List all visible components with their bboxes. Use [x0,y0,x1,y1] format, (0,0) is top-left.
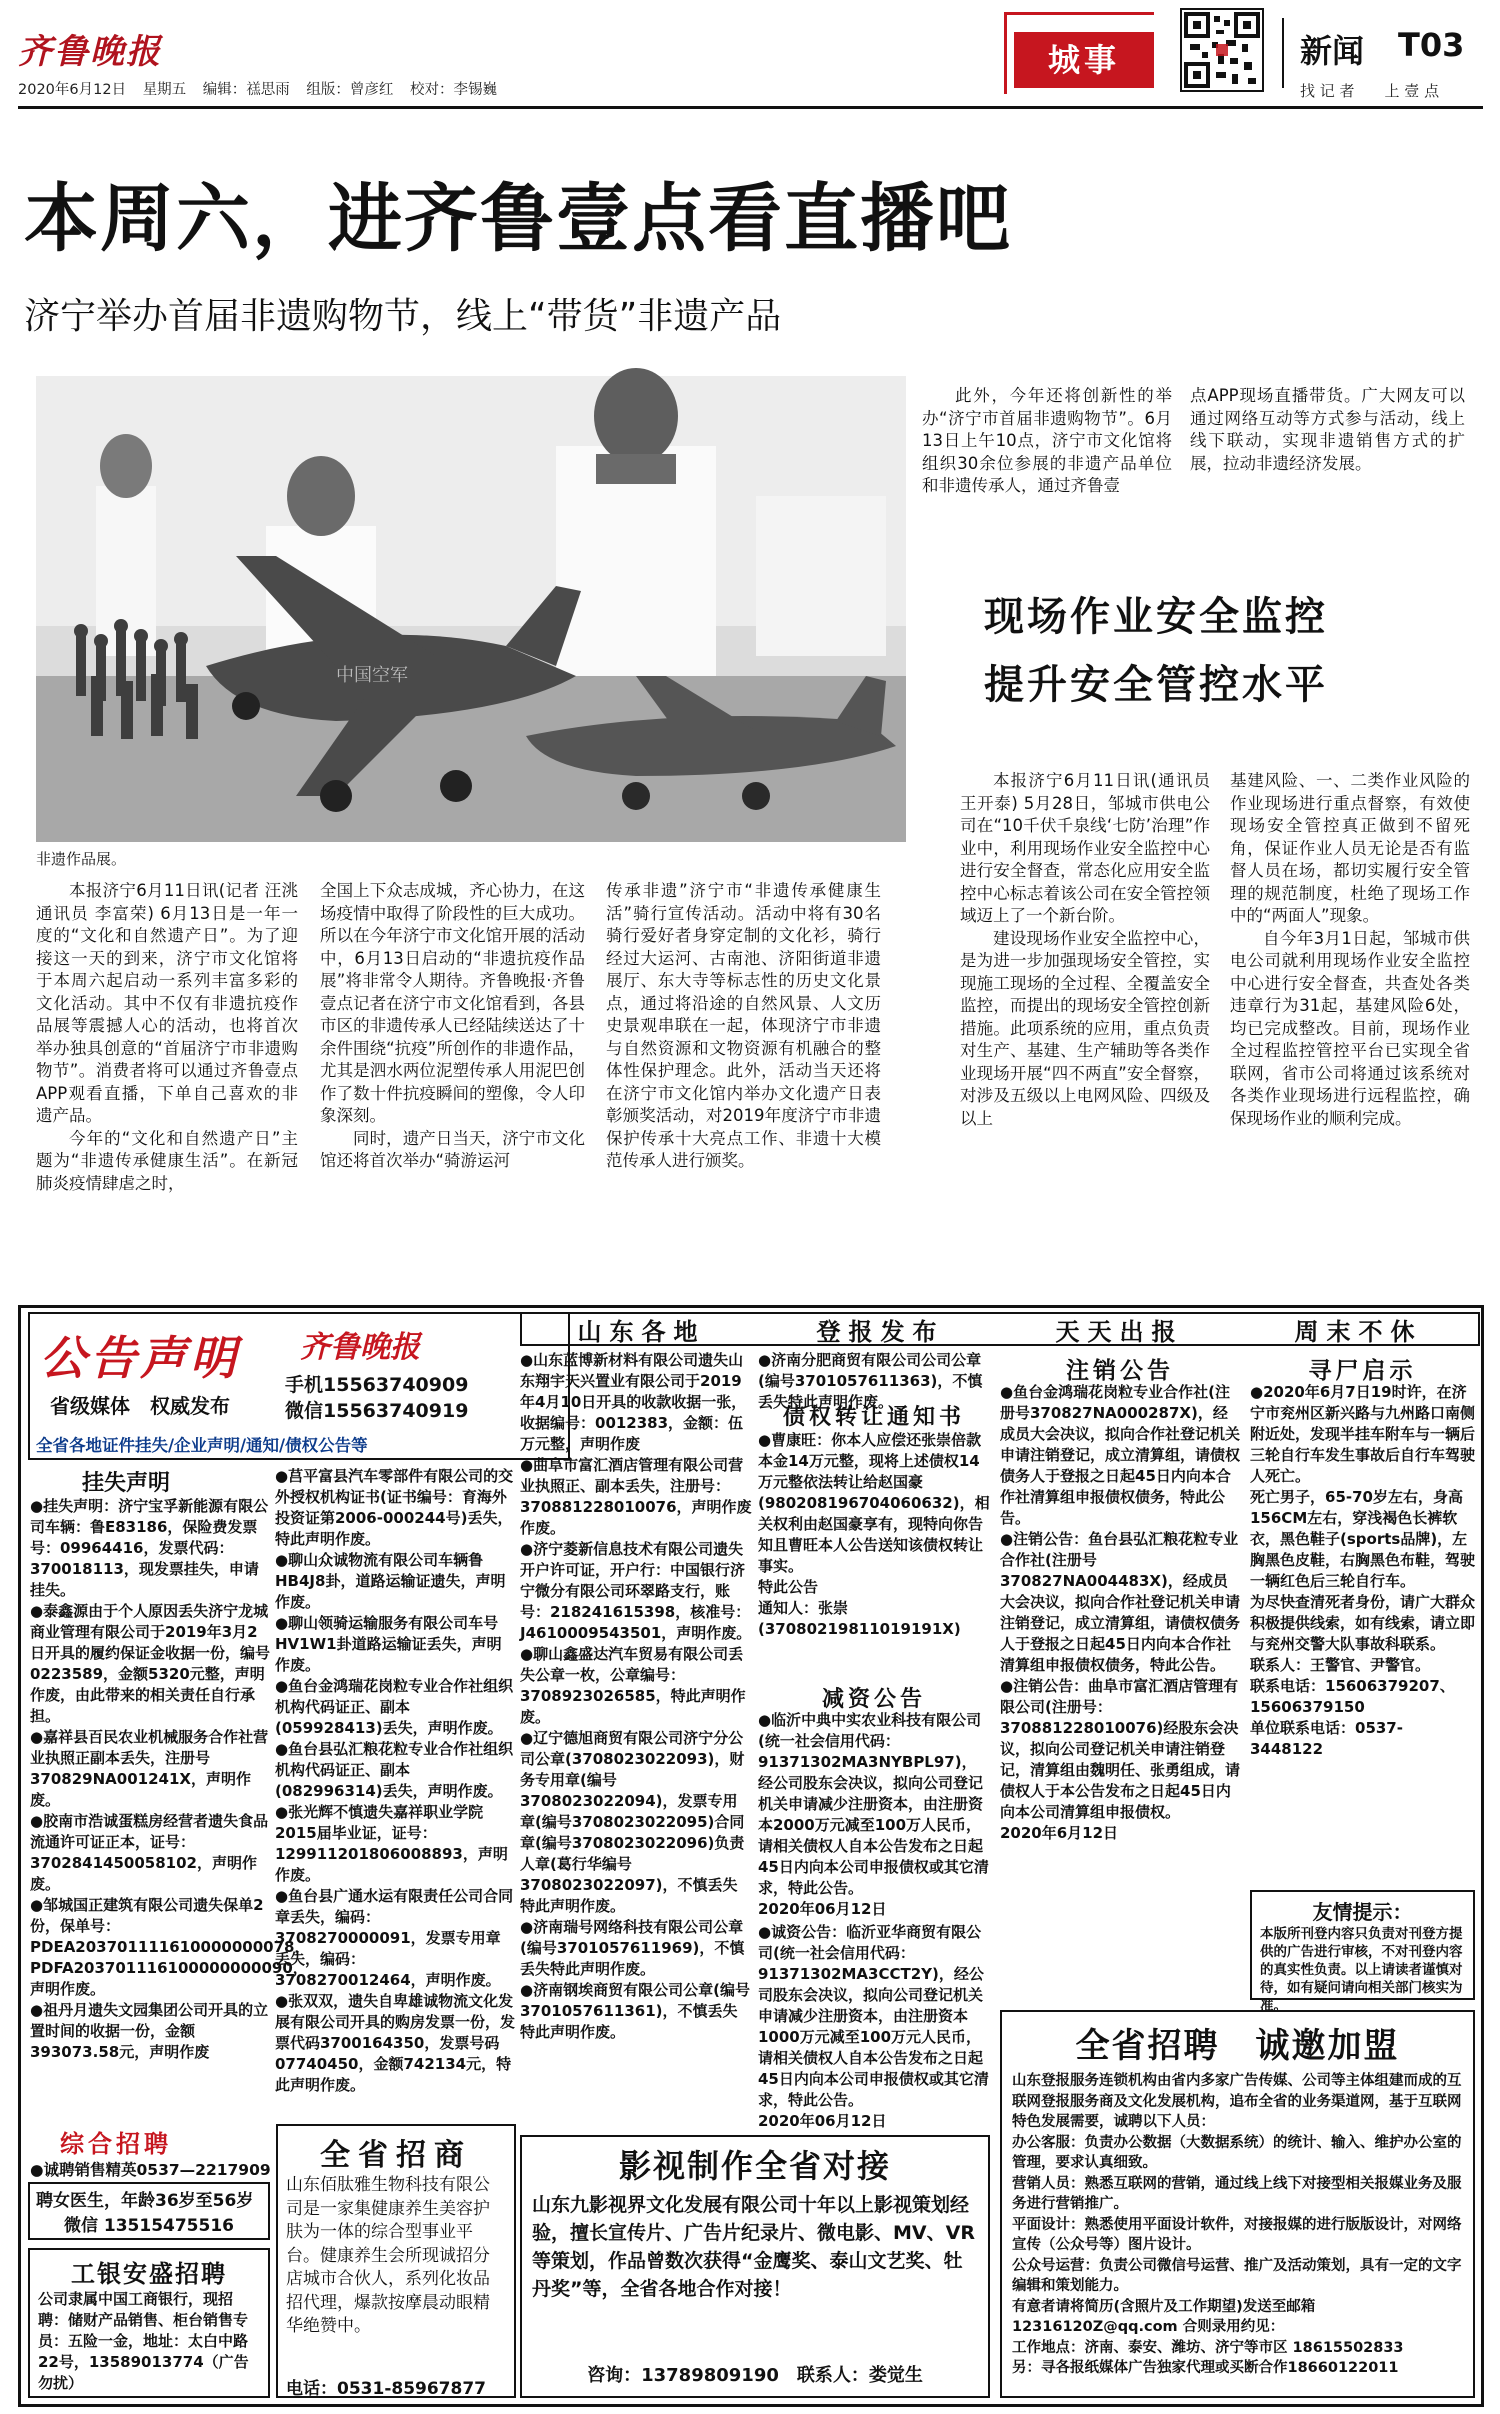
cancellation-title: 注销公告 [1066,1358,1174,1384]
layout-credit: 组版：曾彦红 [306,82,394,98]
capital-reduction-text-1: ●临沂中典中实农业科技有限公司(统一社会信用代码：91371302MA3NYBPL97)，经公司股东会决议，拟向公司登记机关申请减少注册资本，由注册资本2000万元减至100万人民币，请相关债权人自本公告发布之日起45日内向本公司申报债权或其它清求，特此公告。 2020年06月12日 [758,1711,989,1918]
capital-reduction-text-2: ●诚资公告：临沂亚华商贸有限公司(统一社会信用代码：91371302MA3CCT2Y)，经公司股东会决议，拟向公司登记机关申请减少注册资本，由注册资本1000万元减至100万元人民币，请相关债权人自本公告发布之日起45日内向本公司申报债权或其它清求，特此公告。 2020年06月12日 [758,1923,989,2130]
article2-col-2: 基建风险、一、二类作业风险的作业现场进行重点督察，有效使现场安全管控真正做到不留死角，保证作业人员无论是否有监督人员在场，都切实履行安全管理的规范制度，杜绝了现场工作中的“两面人”现象。 自今年3月1日起，邹城市供电公司就利用现场作业安全监控中心进行安全督查，共查处各类违章行为31起，基建风险6处，均已完成整改。目前，现场作业全过程监控管控平台已实现全省联网，省市公司将通过该系统对各类作业现场进行远程监控，确保现场作业的顺利完成。 [1230,771,1470,1128]
issue-weekday: 星期五 [142,82,187,98]
friendly-tip-text: 本版所刊登内容只负责对刊登方提供的广告进行审核，不对刊登内容的真实性负责。以上请读者谨慎对待，如有疑问请向相关部门核实为准。 [1260,1926,1463,2014]
band-label-2: 登报发布 [816,1317,945,1346]
section-badge: 城事 [1014,32,1154,88]
article1-col-2: 全国上下众志成城，齐心协力，在这场疫情中取得了阶段性的巨大成功。所以在今年济宁市文化馆开展的活动中，6月13日启动的“非遗抗疫作品展”将非常令人期待。齐鲁晚报·齐鲁壹点记者在济宁市文化馆看到，各县市区的非遗传承人已经陆续送达了十余件围绕“抗疫”所创作的非遗作品，尤其是泗水两位泥塑传承人用泥巴创作了数十件抗疫瞬间的塑像，令人印象深刻。 同时，遗产日当天，济宁市文化馆还将首次举办“骑游运河 [320,881,585,1170]
comprehensive-line-1: ●诚聘销售精英0537—2217909 [30,2161,271,2179]
header-divider [1282,18,1284,88]
film-ad-box [520,2135,990,2398]
mid-notices-1: ●莒平富县汽车零部件有限公司的交外授权机构证书(证书编号：育海外投资证第2006-000244号)丢失，特此声明作废。 ●聊山众诚物流有限公司车辆鲁HB4J8卦，道路运输证遗失，声明作废。 ●聊山领骑运输服务有限公司车号HV1W1卦道路运输证丢失，声明作废。 ●鱼台金鸿瑞花岗粒专业合作社组织机构代码证正、副本(059928413)丢失，声明作废。 ●鱼台县弘汇粮花粒专业合作社组织机构代码证正、副本(082996314)丢失，声明作废。 ●张光辉不慎遗失嘉祥职业学院2015届毕业证，证号：129911201806008893，声明作废。 ●鱼台县广通水运有限责任公司合同章丢失，编码：3708270000091，发票专用章丢失，编码：3708270012464，声明作废。 ●张双双，遗失自卑雄诚物流文化发展有限公司开具的购房发票一份，发票代码3700164350，发票号码07740450，金额742134元，特此声明作废。 [275,1467,516,2094]
provincial-invest-phone: 电话：0531-85967877 [286,2379,486,2399]
page-number: T03 [1398,26,1465,64]
editor-credit: 编辑：禚思雨 [202,82,290,98]
film-ad-contact: 咨询：13789809190 联系人：娄觉生 [587,2365,923,2386]
notice-services: 全省各地证件挂失/企业声明/通知/债权公告等 [36,1436,368,1455]
exhibition-photo [36,376,906,842]
mid-notices-3: ●济南分肥商贸有限公司公司公章(编号3701057611363)，不慎丢失特此声明作废。 [758,1351,983,1411]
search-notice-text: ●2020年6月7日19时许，在济宁市兖州区新兴路与九州路口南侧附近处，发现半挂车附车与一辆后三轮自行车发生事故后自行车驾驶人死亡。 死亡男子，65-70岁左右，身高156CM左右，穿浅褐色长裤软衣，黑色鞋子(sports品牌)，左胸黑色皮鞋，右胸黑色布鞋，驾驶一辆红色后三轮自行车。 为尽快查清死者身份，请广大群众积极提供线索，如有线索，请立即与兖州交警大队事故科联系。 联系人：王警官、尹警官。 联系电话：15606379207、15606379150 单位联系电话：0537-3448122 [1250,1383,1476,1758]
photo-caption: 非遗作品展。 [36,850,127,868]
bank-recruit-title: 工银安盛招聘 [71,2260,227,2288]
header-rule [18,106,1483,109]
article1-col-top-b: 点APP现场直播带货。广大网友可以通过网络互动等方式参与活动，线上线下联动，实现非遗销售方式的扩展，拉动非遗经济发展。 [1190,386,1465,473]
lost-title: 挂失声明 [82,1471,171,1496]
main-headline: 本周六，进齐鲁壹点看直播吧 [24,176,1012,262]
plane-inscription: 中国空军 [336,665,408,686]
notice-brand: 齐鲁晚报 [300,1330,420,1365]
provincial-invest-title: 全省招商 [320,2138,472,2173]
film-ad-text: 山东九影视界文化发展有限公司十年以上影视策划经验，擅长宣传片、广告片纪录片、微电影、MV、VR等策划，作品曾数次获得“金鹰奖、泰山文艺奖、牡丹奖”等，全省各地合作对接！ [532,2194,975,2300]
recruit-ad-title: 全省招聘 诚邀加盟 [1075,2026,1400,2066]
comprehensive-line-3: 微信 13515475516 [63,2216,235,2236]
bank-recruit-text: 公司隶属中国工商银行，现招聘：储财产品销售、柜台销售专员：五险一金，地址：太白中路22号，13589013774（广告勿扰） [38,2290,249,2392]
search-notice-title: 寻尸启示 [1308,1358,1417,1384]
masthead-logo: 齐鲁晚报 [18,32,162,72]
friendly-tip-title: 友情提示： [1312,1900,1413,1924]
header-meta [18,78,509,99]
ad-band [520,1312,1480,1346]
article2-headline-line2: 提升安全管控水平 [984,662,1328,708]
main-subheadline: 济宁举办首届非遗购物节，线上“带货”非遗产品 [24,296,782,337]
debt-transfer-title: 债权转让通知书 [782,1405,965,1430]
notice-phone-1: 手机15563740909 [285,1374,469,1396]
comprehensive-ad-box [28,2182,270,2240]
debt-transfer-text: ●曹康旺：你本人应偿还张崇倍款本金14万元整，现将上述债权14万元整依法转让给赵国豪(980208196704060632)，相关权利由赵国豪享有，现特向你告知且曹旺本人公告送知该债权转让事实。 特此公告 通知人：张崇(37080219811019191X) [758,1431,990,1638]
proof-credit: 校对：李锡巍 [410,82,498,98]
article2-headline-line1: 现场作业安全监控 [984,594,1328,640]
comprehensive-line-2: 聘女医生，年龄36岁至56岁 [36,2191,254,2211]
recruit-ad-box [1000,2010,1475,2398]
provincial-invest-text: 山东佰肽雅生物科技有限公司是一家集健康养生美容护肤为一体的综合型事业平台。健康养生会所现诚招分店城市合伙人，系列化妆品招代理，爆款按摩晨动眼精华绝赞中。 [286,2175,490,2336]
band-label-4: 周末不休 [1294,1317,1423,1346]
page-section: 新闻 [1300,32,1365,70]
issue-date: 2020年6月12日 [18,82,127,98]
notice-slogan: 省级媒体 权威发布 [50,1394,230,1418]
notice-phone-2: 微信15563740919 [285,1400,469,1422]
recruit-ad-text: 山东登报服务连锁机构由省内多家广告传媒、公司等主体组建而成的互联网登报服务商及文化发展机构，追布全省的业务渠道网，基于互联网特色发展需要，诚聘以下人员： 办公客服：负责办公数据（大数据系统）的统计、输入、维护办公室的管理，要求认真细致。 营销人员：熟悉互联网的营销，通过线上线下对接型相关报媒业务及服务进行营销推广。 平面设计：熟悉使用平面设计软件，对接报媒的进行版版设计，对网络宣传（公众号等）图片设计。 公众号运营：负责公司微信号运营、推广及活动策划，具有一定的文字编辑和策划能力。 有意者请将简历(含照片及工作期望)发送至邮箱 12316120Z@qq.com 合则录用约见： 工作地点：济南、泰安、潍坊、济宁等市区 18615502833 另：寻各报纸媒体广告独家代理或买断合作18660122011 [1012,2073,1462,2376]
film-ad-title: 影视制作全省对接 [618,2147,891,2185]
article1-col-1: 本报济宁6月11日讯(记者 汪洮 通讯员 李富荣) 6月13日是一年一度的“文化和自然遗产日”。为了迎接这一天的到来，济宁市文化馆将于本周六起启动一系列丰富多彩的文化活动。其中不仅有非遗抗疫作品展等震撼人心的活动，也将首次举办独具创意的“首届济宁市非遗购物节”。消费者将可以通过齐鲁壹点APP观看直播，下单自己喜欢的非遗产品。 今年的“文化和自然遗产日”主题为“非遗传承健康生活”。在新冠肺炎疫情肆虐之时， [36,881,298,1193]
notice-title: 公告声明 [40,1331,240,1385]
qr-code-icon [1180,8,1264,92]
article1-col-top-a: 此外，今年还将创新性的举办“济宁市首届非遗购物节”。6月13日上午10点，济宁市文化馆将组织30余位参展的非遗产品单位和非遗传承人，通过齐鲁壹 [922,386,1172,495]
mid-notices-2: ●山东蓝博新材料有限公司遗失山东翔宇天兴置业有限公司于2019年4月10日开具的收款收据一张，收据编号：0012383，金额：伍万元整，声明作废 ●曲阜市富汇酒店管理有限公司营业执照正、副本丢失，注册号：370881228010076，声明作废作废。 ●济宁菱新信息技术有限公司遗失开户许可证，开户行：中国银行济宁微分有限公司环翠路支行，账号：218241615398，核准号：J4610009543501，声明作废。 ●聊山鑫盛达汽车贸易有限公司丢失公章一枚，公章编号：3708923026585，特此声明作废。 ●辽宁德旭商贸有限公司济宁分公司公章(3708023022093)，财务专用章(编号3708023022094)，发票专用章(编号3708023022095)合同章(编号3708023022096)负责人章(葛行华编号3708023022097)，不慎丢失特此声明作废。 ●济南瑞号网络科技有限公司公章(编号3701057611969)，不慎丢失特此声明作废。 ●济南钢埃商贸有限公司公章(编号3701057611361)，不慎丢失特此声明作废。 [520,1351,752,2041]
capital-reduction-title: 减资公告 [821,1687,926,1712]
friendly-tip-box [1250,1890,1475,2014]
bank-recruit-box [28,2248,270,2398]
article1-col-3: 传承非遗”济宁市“非遗传承健康生活”骑行宣传活动。活动中将有30名骑行爱好者身穿定制的文化衫，骑行经过大运河、古南池、济阳街道非遗展厅、东大寺等标志性的历史文化景点，通过将沿途的自然风景、人文历史景观串联在一起，体现济宁市非遗与自然资源和文物资源有机融合的整体性保护理念。此外，活动当天还将在济宁市文化馆内举办文化遗产日表彰颁奖活动，对2019年度济宁市非遗保护传承十大亮点工作、非遗十大模范传承人进行颁奖。 [606,881,881,1170]
article2-col-1: 本报济宁6月11日讯(通讯员 王开泰) 5月28日，邹城市供电公司在“10千伏千泉线‘七防’治理”作业中，利用现场作业安全监控中心进行安全督查，常态化应用安全监控中心标志着该公司在安全管控领域迈上了一个新台阶。 建设现场作业安全监控中心，是为进一步加强现场安全管控，实现施工现场的全过程、全覆盖安全监控，而提出的现场安全管控创新措施。此项系统的应用，重点负责对生产、基建、生产辅助等各类作业现场开展“四不两直”安全督察，对涉及五级以上电网风险、四级及以上 [960,771,1210,1128]
lost-notices: ●挂失声明：济宁宝孚新能源有限公司车辆：鲁E83186，保险费发票号：09964416，发票代码：370018113，现发票挂失，申请挂失。 ●泰鑫源由于个人原因丢失济宁龙城商业管理有限公司于2019年3月2日开具的履约保证金收据一份，编号0223589，金额5320元整，声明作废，由此带来的相关责任自行承担。 ●嘉祥县百民农业机械服务合作社营业执照正副本丢失，注册号370829NA001241X，声明作废。 ●胶南市浩诚蛋糕房经营者遗失食品流通许可证正本，证号：3702841450058102，声明作废。 ●邹城国正建筑有限公司遗失保单2份，保单号：PDEA203701111610000000078，PDFA203701116100000000090，声明作废。 ●祖丹月遗失文园集团公司开具的立置时间的收据一份，金额393073.58元，声明作废 [30,1497,310,2061]
header-reporter-line: 找 记 者 上 壹 点 [1300,82,1440,100]
provincial-invest-box [276,2124,516,2398]
comprehensive-recruit-title: 综合招聘 [60,2130,172,2158]
band-label-3: 天天出报 [1055,1317,1184,1346]
cancellation-text: ●鱼台金鸿瑞花岗粒专业合作社(注册号370827NA000287X)，经成员大会决议，拟向合作社登记机关申请注销登记，成立清算组，请债权债务人于登报之日起45日内向本合作社清算组申报债权债务，特此公告。 ●注销公告：鱼台县弘汇粮花粒专业合作社(注册号370827NA004483X)，经成员大会决议，拟向合作社登记机关申请注销登记，成立清算组，请债权债务人于登报之日起45日内向本合作社清算组申报债权债务，特此公告。 ●注销公告：曲阜市富汇酒店管理有限公司(注册号：370881228010076)经股东会决议，拟向公司登记机关申请注销登记，清算组由魏明任、张勇组成，请债权人于本公告发布之日起45日内向本公司清算组申报债权。 2020年6月12日 [1000,1383,1241,1842]
band-label-1: 山东各地 [577,1317,706,1346]
